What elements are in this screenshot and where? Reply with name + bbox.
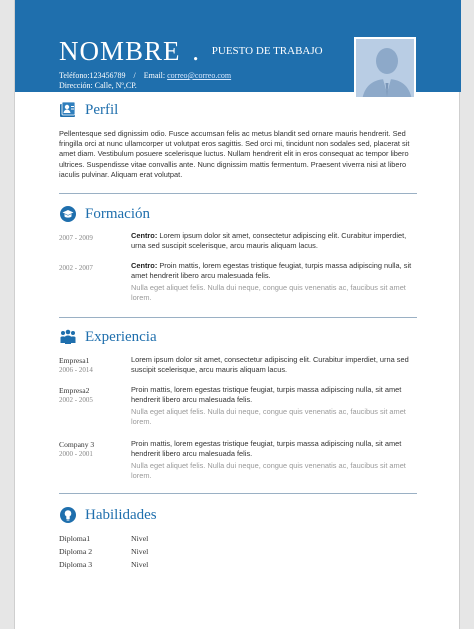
skill-name: Diploma 2 — [59, 547, 93, 556]
education-entry — [131, 231, 421, 251]
email-label: Email: — [143, 71, 166, 80]
section-divider — [59, 493, 417, 494]
center-label: Centro: — [131, 261, 158, 270]
profile-card-icon — [59, 101, 77, 119]
education-date: 2007 - 2009 — [59, 234, 93, 242]
section-divider — [59, 317, 417, 318]
address: Dirección: Calle, Nº,CP. — [59, 81, 137, 90]
experience-date: 2000 - 2001 — [59, 450, 93, 458]
education-section-title: Formación — [85, 206, 150, 222]
education-entry — [131, 261, 421, 281]
name: NOMBRE — [59, 36, 181, 66]
team-icon — [59, 328, 77, 346]
contact-info — [59, 71, 231, 91]
graduation-icon — [59, 205, 77, 223]
company-name: Empresa1 — [59, 356, 90, 365]
skill-name: Diploma1 — [59, 534, 91, 543]
name-line — [59, 36, 323, 67]
experience-description: Proin mattis, lorem egestas tristique feugiat, turpis massa adipiscing nulla, sit amet hendrerit libero arcu malesuada felis. — [131, 385, 402, 404]
photo-placeholder — [354, 37, 416, 99]
experience-description: Lorem ipsum dolor sit amet, consectetur adipiscing elit. Curabitur imperdiet, urna sed suscipit scelerisque, arcu mauris aliquam lacus. — [131, 355, 409, 374]
experience-note: Nulla eget aliquet felis. Nulla dui neque, congue quis venenatis ac, faucibus sit amet lorem. — [131, 461, 406, 480]
name-dot: . — [192, 36, 201, 66]
email-link[interactable]: correo@correo.com — [167, 71, 232, 80]
experience-date: 2006 - 2014 — [59, 366, 93, 374]
job-title: PUESTO DE TRABAJO — [211, 45, 323, 57]
person-silhouette-icon — [356, 39, 416, 99]
experience-section-title: Experiencia — [85, 329, 157, 345]
company-name: Empresa2 — [59, 386, 90, 395]
profile-text: Pellentesque sed dignissim odio. Fusce accumsan felis ac metus blandit sed ornare mauris hendrerit. Sed fringilla orci at nunc ullamcorper ut volutpat eros sagittis. Sed orci mi, tincidunt non sodales sed, placerat sit amet diam. Vestibulum posuere scelerisque luctus. Nullam hendrerit elit in eros consequat ac tempor libero ultrices. Suspendisse vitae convallis ante. Nunc dignissim mattis fermentum. Praesent viverra nisi at libero iaculis pulvinar. Aliquam erat volutpat. — [59, 129, 410, 179]
contact-separator: / — [133, 71, 136, 80]
skill-level: Nivel — [131, 560, 149, 569]
skill-name: Diploma 3 — [59, 560, 93, 569]
profile-section-title: Perfil — [85, 102, 119, 118]
education-description: Lorem ipsum dolor sit amet, consectetur adipiscing elit. Curabitur imperdiet, urna sed suscipit scelerisque, arcu mauris aliquam lacus. — [131, 231, 407, 250]
company-name: Company 3 — [59, 440, 95, 449]
resume-page — [14, 0, 460, 629]
education-date: 2002 - 2007 — [59, 264, 93, 272]
education-description: Proin mattis, lorem egestas tristique feugiat, turpis massa adipiscing nulla, sit amet hendrerit libero arcu malesuada felis. — [131, 261, 412, 280]
experience-date: 2002 - 2005 — [59, 396, 93, 404]
phone: Teléfono:123456789 — [59, 71, 126, 80]
skill-level: Nivel — [131, 534, 149, 543]
experience-note: Nulla eget aliquet felis. Nulla dui neque, congue quis venenatis ac, faucibus sit amet lorem. — [131, 407, 406, 426]
center-label: Centro: — [131, 231, 158, 240]
education-note: Nulla eget aliquet felis. Nulla dui neque, congue quis venenatis ac, faucibus sit amet lorem. — [131, 283, 406, 302]
skills-section-title: Habilidades — [85, 507, 157, 523]
experience-description: Proin mattis, lorem egestas tristique feugiat, turpis massa adipiscing nulla, sit amet hendrerit libero arcu malesuada felis. — [131, 439, 402, 458]
lightbulb-icon — [59, 506, 77, 524]
section-divider — [59, 193, 417, 194]
skill-level: Nivel — [131, 547, 149, 556]
